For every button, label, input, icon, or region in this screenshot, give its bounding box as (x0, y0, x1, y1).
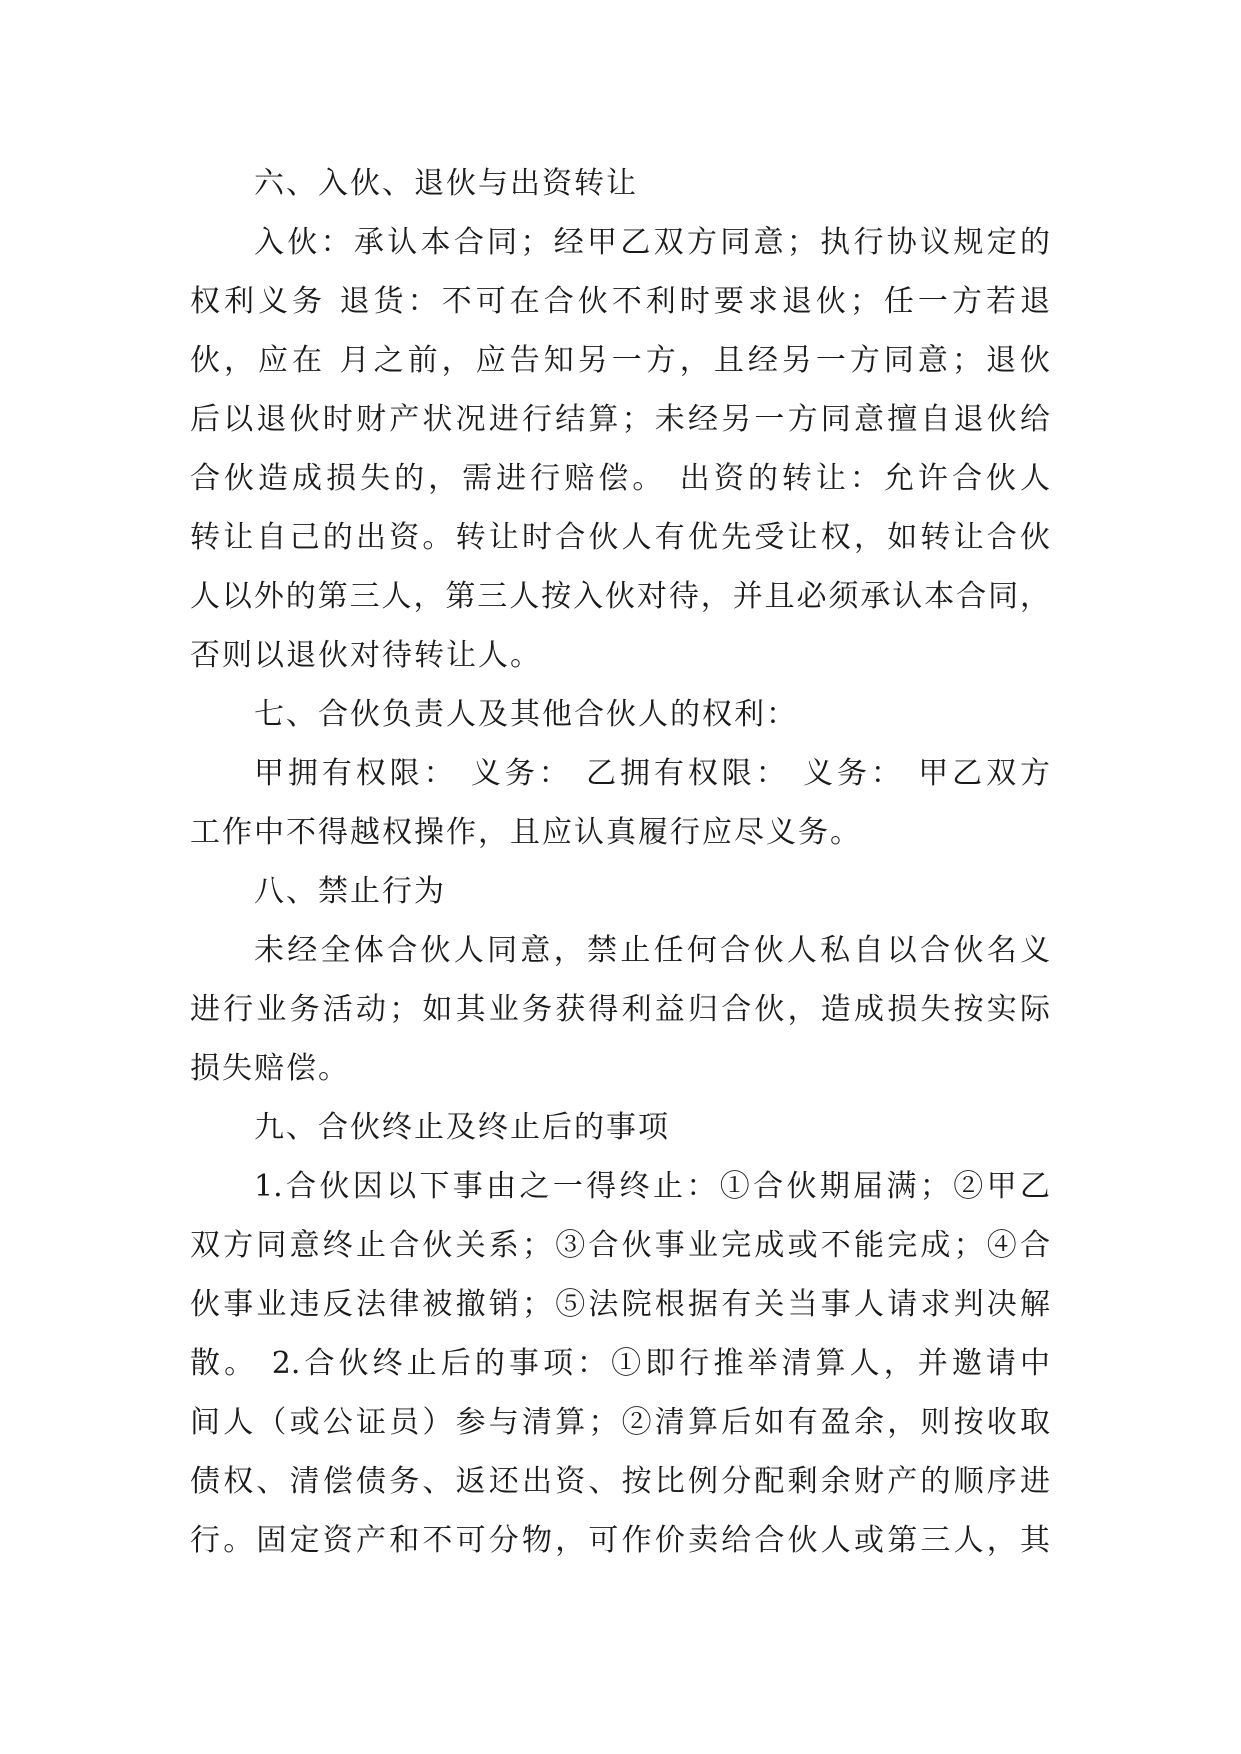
paragraph-line: 行。固定资产和不可分物，可作价卖给合伙人或第三人，其 (190, 1523, 1050, 1558)
paragraph-line: 否则以退伙对待转让人。 (190, 638, 542, 673)
paragraph-line: 未经全体合伙人同意，禁止任何合伙人私自以合伙名义 (254, 933, 1050, 968)
paragraph-line: 伙，应在 月之前，应告知另一方，且经另一方同意；退伙 (190, 343, 1050, 378)
paragraph-line: 1.合伙因以下事由之一得终止：①合伙期届满；②甲乙 (254, 1169, 1050, 1204)
section-heading-9: 九、合伙终止及终止后的事项 (254, 1110, 670, 1145)
paragraph-line: 债权、清偿债务、返还出资、按比例分配剩余财产的顺序进 (190, 1464, 1050, 1499)
paragraph-line: 散。 2.合伙终止后的事项：①即行推举清算人，并邀请中 (190, 1346, 1050, 1381)
paragraph-line: 入伙：承认本合同；经甲乙双方同意；执行协议规定的 (254, 225, 1050, 260)
section-heading-8: 八、禁止行为 (254, 874, 446, 909)
paragraph-line: 合伙造成损失的，需进行赔偿。 出资的转让：允许合伙人 (190, 461, 1050, 496)
paragraph-line: 损失赔偿。 (190, 1051, 350, 1086)
paragraph-line: 甲拥有权限： 义务： 乙拥有权限： 义务： 甲乙双方 (254, 756, 1050, 791)
paragraph-line: 人以外的第三人，第三人按入伙对待，并且必须承认本合同， (190, 579, 1050, 614)
paragraph-line: 权利义务 退货：不可在合伙不利时要求退伙；任一方若退 (190, 284, 1050, 319)
section-heading-7: 七、合伙负责人及其他合伙人的权利： (254, 697, 798, 732)
section-heading-6: 六、入伙、退伙与出资转让 (254, 166, 638, 201)
paragraph-line: 转让自己的出资。转让时合伙人有优先受让权，如转让合伙 (190, 520, 1050, 555)
paragraph-line: 进行业务活动；如其业务获得利益归合伙，造成损失按实际 (190, 992, 1050, 1027)
paragraph-line: 后以退伙时财产状况进行结算；未经另一方同意擅自退伙给 (190, 402, 1050, 437)
paragraph-line: 工作中不得越权操作，且应认真履行应尽义务。 (190, 815, 862, 850)
document-body (190, 154, 1050, 1570)
paragraph-line: 双方同意终止合伙关系；③合伙事业完成或不能完成；④合 (190, 1228, 1050, 1263)
paragraph-line: 伙事业违反法律被撤销；⑤法院根据有关当事人请求判决解 (190, 1287, 1050, 1322)
paragraph-line: 间人（或公证员）参与清算；②清算后如有盈余，则按收取 (190, 1405, 1050, 1440)
